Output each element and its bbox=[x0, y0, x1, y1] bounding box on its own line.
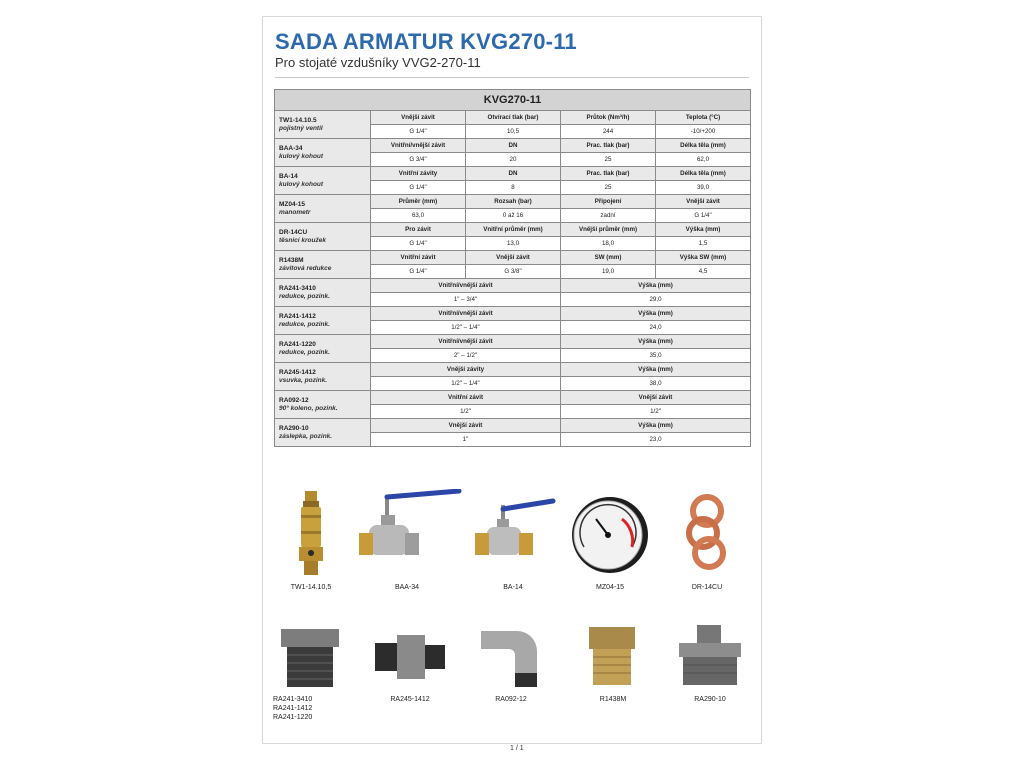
table-row bbox=[275, 111, 751, 125]
param-value: 20 bbox=[466, 153, 561, 167]
item-description: redukce, pozink. bbox=[279, 348, 330, 356]
table-row bbox=[275, 251, 751, 265]
param-value: 8 bbox=[466, 181, 561, 195]
item-description: 90° koleno, pozink. bbox=[279, 404, 338, 412]
param-value: 18,0 bbox=[561, 237, 656, 251]
param-label: Délka těla (mm) bbox=[656, 167, 751, 181]
table-row bbox=[275, 195, 751, 209]
param-label: Výška (mm) bbox=[561, 419, 751, 433]
param-value: -10/+200 bbox=[656, 125, 751, 139]
item-code: RA092-12 bbox=[279, 396, 309, 404]
param-label: Teplota (°C) bbox=[656, 111, 751, 125]
item-name-cell bbox=[275, 279, 371, 307]
copper-seal-rings-image bbox=[677, 489, 737, 579]
product-caption: RA241-1220 bbox=[273, 714, 313, 721]
item-code: R1438M bbox=[279, 256, 304, 264]
param-value: 25 bbox=[561, 181, 656, 195]
product-r1438m bbox=[573, 617, 653, 704]
param-label: Vnitřní průměr (mm) bbox=[466, 223, 561, 237]
param-label: SW (mm) bbox=[561, 251, 656, 265]
item-code: MZ04-15 bbox=[279, 200, 306, 208]
param-label: Vnitřní/vnější závit bbox=[371, 139, 466, 153]
param-value: 2" – 1/2" bbox=[371, 349, 561, 363]
page-title: SADA ARMATUR KVG270-11 bbox=[275, 29, 577, 54]
table-row bbox=[275, 139, 751, 153]
table-header-row bbox=[275, 90, 751, 111]
product-mz04 bbox=[565, 489, 655, 592]
product-ra241 bbox=[273, 617, 353, 722]
item-name-cell bbox=[275, 251, 371, 279]
table-row bbox=[275, 307, 751, 321]
param-label: Pro závit bbox=[371, 223, 466, 237]
table-row bbox=[275, 223, 751, 237]
param-value: G 1/4" bbox=[371, 181, 466, 195]
item-name-cell bbox=[275, 335, 371, 363]
item-name-cell bbox=[275, 111, 371, 139]
item-description: manometr bbox=[279, 208, 311, 216]
table-row bbox=[275, 419, 751, 433]
item-name-cell bbox=[275, 363, 371, 391]
param-value: 39,0 bbox=[656, 181, 751, 195]
param-label: Připojení bbox=[561, 195, 656, 209]
product-ba14 bbox=[463, 489, 563, 592]
table-row bbox=[275, 279, 751, 293]
param-value: 244 bbox=[561, 125, 656, 139]
product-caption: TW1-14.10,5 bbox=[290, 584, 332, 591]
item-code: RA241-1220 bbox=[279, 340, 316, 348]
item-code: BAA-34 bbox=[279, 144, 303, 152]
param-label: Výška (mm) bbox=[656, 223, 751, 237]
item-code: RA290-10 bbox=[279, 424, 309, 432]
param-value: 10,5 bbox=[466, 125, 561, 139]
product-ra245 bbox=[367, 617, 453, 704]
param-label: DN bbox=[466, 167, 561, 181]
item-description: pojistný ventil bbox=[279, 124, 323, 132]
param-value: 1/2" bbox=[561, 405, 751, 419]
param-label: Vnější průměr (mm) bbox=[561, 223, 656, 237]
param-label: Průtok (Nm³/h) bbox=[561, 111, 656, 125]
product-caption: RA092-12 bbox=[495, 696, 527, 703]
param-label: Délka těla (mm) bbox=[656, 139, 751, 153]
param-label: Vnitřní závity bbox=[371, 167, 466, 181]
param-value: 25 bbox=[561, 153, 656, 167]
item-name-cell bbox=[275, 223, 371, 251]
product-tw1 bbox=[281, 489, 341, 592]
product-caption: RA245-1412 bbox=[390, 696, 430, 703]
document-page bbox=[262, 16, 762, 744]
param-label: Výška (mm) bbox=[561, 307, 751, 321]
param-value: G 3/8" bbox=[466, 265, 561, 279]
ball-valve-small-image bbox=[463, 489, 563, 579]
param-value: 13,0 bbox=[466, 237, 561, 251]
param-value: 35,0 bbox=[561, 349, 751, 363]
param-label: Prac. tlak (bar) bbox=[561, 167, 656, 181]
item-code: RA241-3410 bbox=[279, 284, 316, 292]
param-value: G 3/4" bbox=[371, 153, 466, 167]
item-description: těsnicí kroužek bbox=[279, 236, 326, 244]
param-value: 0 až 16 bbox=[466, 209, 561, 223]
table-header: KVG270-11 bbox=[275, 90, 751, 111]
param-value: 19,0 bbox=[561, 265, 656, 279]
item-description: redukce, pozink. bbox=[279, 320, 330, 328]
divider bbox=[275, 77, 749, 78]
param-value: 29,0 bbox=[561, 293, 751, 307]
param-label: Výška (mm) bbox=[561, 279, 751, 293]
product-dr14cu bbox=[671, 489, 743, 592]
safety-valve-image bbox=[291, 489, 331, 579]
item-description: vsuvka, pozink. bbox=[279, 376, 328, 384]
item-code: DR-14CU bbox=[279, 228, 308, 236]
param-label: Vnitřní závit bbox=[371, 251, 466, 265]
product-caption: RA241-1412 bbox=[273, 705, 313, 712]
manometer-image bbox=[568, 489, 652, 579]
item-description: kulový kohout bbox=[279, 180, 324, 188]
item-code: RA245-1412 bbox=[279, 368, 316, 376]
param-value: G 1/4" bbox=[656, 209, 751, 223]
item-code: BA-14 bbox=[279, 172, 298, 180]
item-name-cell bbox=[275, 167, 371, 195]
param-value: 4,5 bbox=[656, 265, 751, 279]
param-value: 23,0 bbox=[561, 433, 751, 447]
product-caption: RA241-3410 bbox=[273, 696, 313, 703]
param-label: Výška (mm) bbox=[561, 363, 751, 377]
param-value: G 1/4" bbox=[371, 125, 466, 139]
param-value: 1/2" bbox=[371, 405, 561, 419]
item-name-cell bbox=[275, 307, 371, 335]
nipple-fitting-image bbox=[367, 617, 453, 691]
elbow-fitting-image bbox=[471, 617, 551, 691]
param-value: zadní bbox=[561, 209, 656, 223]
param-label: Vnější závit bbox=[466, 251, 561, 265]
param-value: 1/2" – 1/4" bbox=[371, 321, 561, 335]
ball-valve-large-image bbox=[351, 489, 463, 579]
param-label: Vnější závit bbox=[371, 419, 561, 433]
item-description: závitová redukce bbox=[279, 264, 332, 272]
param-value: G 1/4" bbox=[371, 265, 466, 279]
product-caption: BAA-34 bbox=[394, 584, 420, 591]
param-value: 1" – 3/4" bbox=[371, 293, 561, 307]
product-caption: MZ04-15 bbox=[595, 584, 624, 591]
item-name-cell bbox=[275, 139, 371, 167]
item-name-cell bbox=[275, 391, 371, 419]
item-code: RA241-1412 bbox=[279, 312, 316, 320]
table-row bbox=[275, 363, 751, 377]
spec-table bbox=[274, 89, 751, 447]
param-label: Vnější závit bbox=[561, 391, 751, 405]
param-label: Výška (mm) bbox=[561, 335, 751, 349]
brass-reducer-image bbox=[573, 617, 653, 691]
item-name-cell bbox=[275, 195, 371, 223]
param-value: 1" bbox=[371, 433, 561, 447]
product-caption: RA290-10 bbox=[694, 696, 726, 703]
item-description: kulový kohout bbox=[279, 152, 324, 160]
param-label: Vnitřní/vnější závit bbox=[371, 335, 561, 349]
param-value: 1,5 bbox=[656, 237, 751, 251]
item-description: záslepka, pozink. bbox=[279, 432, 333, 440]
param-label: DN bbox=[466, 139, 561, 153]
param-label: Otvírací tlak (bar) bbox=[466, 111, 561, 125]
param-label: Rozsah (bar) bbox=[466, 195, 561, 209]
product-caption: BA-14 bbox=[503, 584, 523, 591]
table-row bbox=[275, 167, 751, 181]
page-number: 1 / 1 bbox=[510, 745, 524, 752]
param-label: Vnější závity bbox=[371, 363, 561, 377]
param-value: G 1/4" bbox=[371, 237, 466, 251]
product-caption: DR-14CU bbox=[691, 584, 723, 591]
table-row bbox=[275, 391, 751, 405]
reducer-fitting-image bbox=[273, 617, 353, 691]
product-caption: R1438M bbox=[599, 696, 627, 703]
param-label: Vnitřní/vnější závit bbox=[371, 279, 561, 293]
item-description: redukce, pozink. bbox=[279, 292, 330, 300]
param-label: Výška SW (mm) bbox=[656, 251, 751, 265]
param-value: 62,0 bbox=[656, 153, 751, 167]
param-label: Průměr (mm) bbox=[371, 195, 466, 209]
param-value: 24,0 bbox=[561, 321, 751, 335]
plug-fitting-image bbox=[667, 617, 753, 691]
param-value: 1/2" – 1/4" bbox=[371, 377, 561, 391]
param-value: 38,0 bbox=[561, 377, 751, 391]
table-row bbox=[275, 335, 751, 349]
param-value: 63,0 bbox=[371, 209, 466, 223]
param-label: Vnější závit bbox=[656, 195, 751, 209]
page-subtitle: Pro stojaté vzdušníky VVG2-270-11 bbox=[275, 55, 481, 70]
product-baa34 bbox=[351, 489, 463, 592]
param-label: Vnitřní závit bbox=[371, 391, 561, 405]
product-ra092 bbox=[471, 617, 551, 704]
item-name-cell bbox=[275, 419, 371, 447]
product-ra290 bbox=[665, 617, 755, 704]
item-code: TW1-14.10.5 bbox=[279, 116, 317, 124]
param-label: Vnější závit bbox=[371, 111, 466, 125]
param-label: Prac. tlak (bar) bbox=[561, 139, 656, 153]
param-label: Vnitřní/vnější závit bbox=[371, 307, 561, 321]
